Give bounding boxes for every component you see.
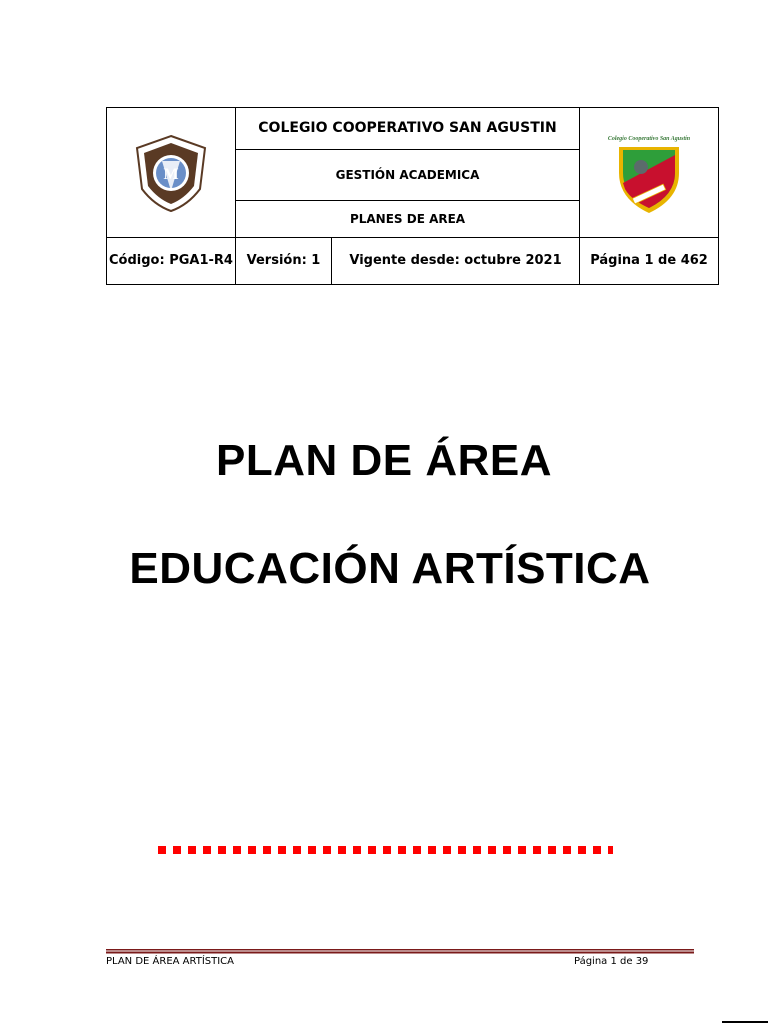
code-cell: [107, 238, 236, 285]
svg-text:Colegio Cooperativo San Agustí: Colegio Cooperativo San Agustín: [607, 135, 691, 142]
document-type-cell: [236, 201, 580, 238]
document-header-table: [106, 107, 719, 285]
footer-document-title: PLAN DE ÁREA ARTÍSTICA: [106, 956, 235, 967]
code-label: Código: PGA1-R4: [109, 253, 233, 269]
document-type-label: PLANES DE AREA: [349, 211, 466, 226]
left-logo-cell: [107, 108, 236, 238]
page-label: Página 1 de 462: [590, 253, 708, 269]
page-cell: [580, 238, 719, 285]
version-label: Versión: 1: [246, 253, 321, 269]
right-logo-cell: [580, 108, 719, 238]
process-cell: [236, 150, 580, 201]
footer-page-number: Página 1 de 39: [574, 956, 649, 967]
school-crest-logo: [604, 131, 694, 215]
school-name: COLEGIO COOPERATIVO SAN AGUSTIN: [258, 120, 557, 137]
version-cell: [236, 238, 332, 285]
svg-text:M: M: [163, 165, 179, 183]
page-subtitle: EDUCACIÓN ARTÍSTICA: [129, 544, 651, 593]
process-label: GESTIÓN ACADEMICA: [335, 167, 480, 182]
valid-from-cell: [332, 238, 580, 285]
page-edge-line: [722, 1021, 768, 1023]
valid-from-label: Vigente desde: octubre 2021: [349, 253, 562, 269]
red-dotted-divider: [158, 846, 613, 854]
school-name-cell: [236, 108, 580, 150]
page-title: PLAN DE ÁREA: [215, 436, 553, 485]
footer-divider: [106, 949, 694, 955]
franciscan-sisters-logo: [132, 133, 210, 213]
